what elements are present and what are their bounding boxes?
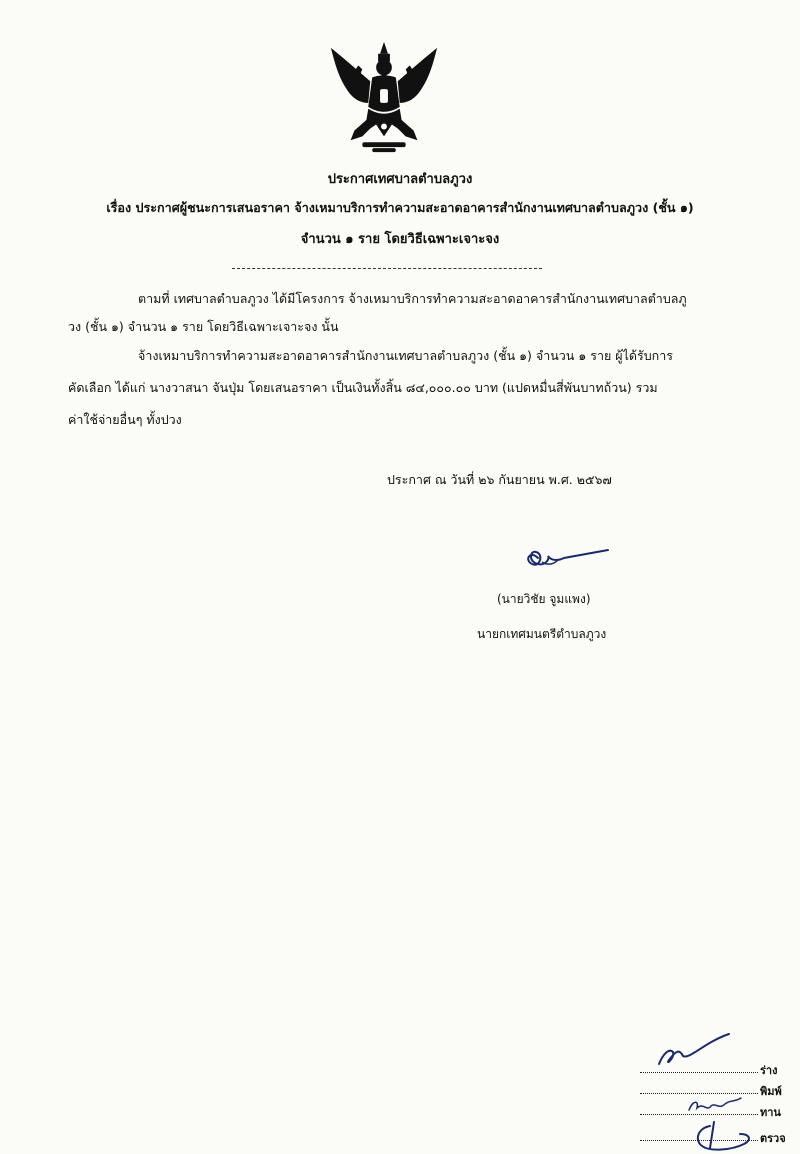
divider-rule (232, 268, 542, 269)
announcement-title: ประกาศเทศบาลตำบลภูวง (327, 172, 473, 187)
initial-label: ทาน (760, 1106, 781, 1119)
paragraph-1 (68, 281, 723, 345)
initial-label: ร่าง (760, 1064, 778, 1077)
initial-row-draft (640, 1062, 800, 1082)
announcement-date: ประกาศ ณ วันที่ ๒๖ กันยายน พ.ศ. ๒๕๖๗ (387, 472, 612, 487)
signer-name: (นายวิชัย จูมแพง) (497, 592, 591, 606)
garuda-emblem (325, 38, 443, 156)
dotted-line (640, 1114, 758, 1115)
signature-mark (520, 540, 610, 572)
signer-position: นายกเทศมนตรีตำบลภูวง (477, 627, 607, 641)
dotted-line (640, 1140, 758, 1141)
initial-label: ตรวจ (760, 1132, 786, 1145)
paragraph-2-line-1: จ้างเหมาบริการทำความสะอาดอาคารสำนักงานเทศบาลตำบลภูวง (ชั้น ๑) จำนวน ๑ ราย ผู้ได้รับการ (138, 348, 673, 363)
paragraph-2-line-3: ค่าใช้จ่ายอื่นๆ ทั้งปวง (68, 412, 182, 427)
paragraph-1-line-2: วง (ชั้น ๑) จำนวน ๑ ราย โดยวิธีเฉพาะเจาะจง นั้น (68, 319, 339, 334)
paragraph-2 (68, 338, 723, 438)
subject-line-continued: จำนวน ๑ ราย โดยวิธีเฉพาะเจาะจง (300, 232, 500, 247)
subject-line: เรื่อง ประกาศผู้ชนะการเสนอราคา จ้างเหมาบริการทำความสะอาดอาคารสำนักงานเทศบาลตำบลภูวง (ชั้น ๑) (106, 200, 694, 215)
initial-label: พิมพ์ (760, 1085, 782, 1098)
dotted-line (640, 1072, 758, 1073)
initial-row-check (640, 1130, 800, 1150)
paragraph-1-line-1: ตามที่ เทศบาลตำบลภูวง ได้มีโครงการ จ้างเหมาบริการทำความสะอาดอาคารสำนักงานเทศบาลตำบลภู (138, 291, 687, 306)
paragraph-2-line-2: คัดเลือก ได้แก่ นางวาสนา จันปุ่ม โดยเสนอราคา เป็นเงินทั้งสิ้น ๘๔,๐๐๐.๐๐ บาท (แปดหมื่นสี่พันบาทถ้วน) รวม (68, 380, 658, 395)
